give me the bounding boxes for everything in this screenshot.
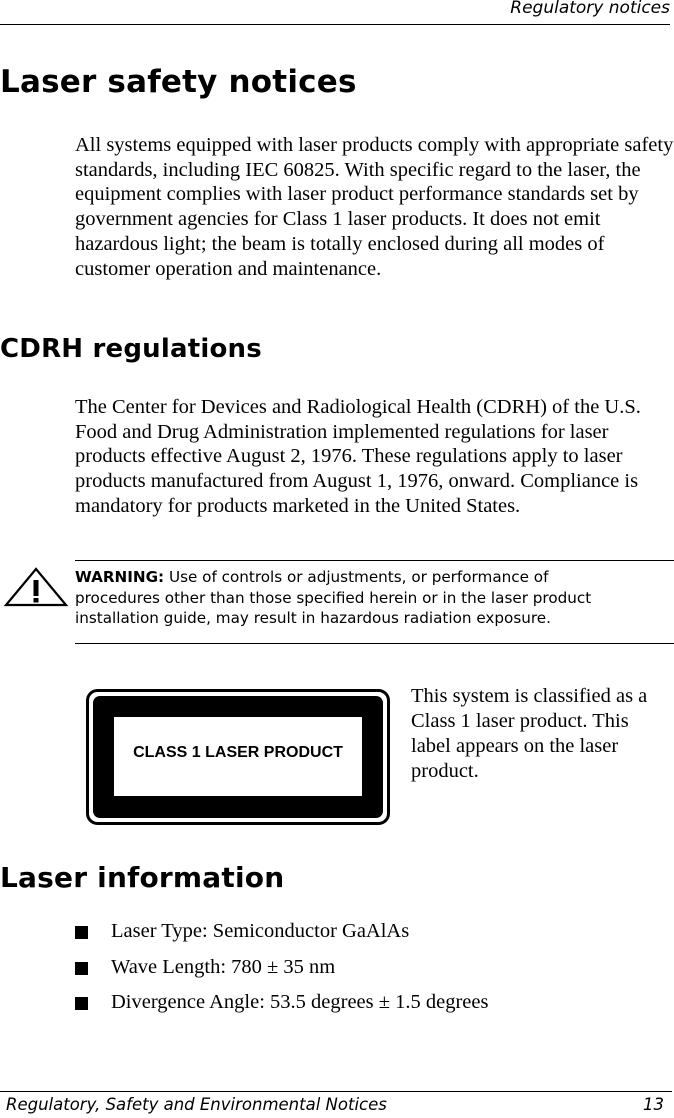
laser-label-caption: This system is classified as a Class 1 laser product. This label appears on the laser product. bbox=[411, 685, 648, 782]
footer-title: Regulatory, Safety and Environmental Notices bbox=[6, 1095, 387, 1114]
list-item bbox=[75, 956, 488, 992]
page-number: 13 bbox=[643, 1095, 664, 1114]
warning-text bbox=[75, 567, 635, 629]
cdrh-paragraph: The Center for Devices and Radiological Health (CDRH) of the U.S. Food and Drug Administration implemented regulations for laser products effective August 2, 1976. These regulations apply to laser products manufactured from August 1, 1976, onward. Compliance is mandatory for products marketed in the United States. bbox=[75, 396, 641, 517]
laser-safety-paragraph: All systems equipped with laser products comply with appropriate safety standards, including IEC 60825. With specific regard to the laser, the equipment complies with laser product performance standards set by government agencies for Class 1 laser products. It does not emit hazardous light; the beam is totally enclosed during all modes of customer operation and maintenance. bbox=[75, 134, 674, 280]
running-footer bbox=[0, 1091, 672, 1118]
list-item bbox=[75, 920, 488, 956]
laser-spec-list bbox=[75, 920, 488, 1027]
wave-length-item: Wave Length: 780 ± 35 nm bbox=[111, 955, 336, 978]
running-header bbox=[0, 0, 670, 25]
warning-icon bbox=[0, 565, 70, 610]
laser-information-heading: Laser information bbox=[0, 861, 285, 894]
running-header-title: Regulatory notices bbox=[510, 0, 670, 18]
laser-label-text: CLASS 1 LASER PRODUCT bbox=[133, 744, 343, 761]
bullet-icon bbox=[75, 926, 88, 939]
list-item bbox=[75, 991, 488, 1027]
laser-safety-heading: Laser safety notices bbox=[0, 64, 357, 100]
bullet-icon bbox=[75, 962, 88, 975]
cdrh-heading: CDRH regulations bbox=[0, 334, 262, 364]
warning-label: WARNING: bbox=[75, 568, 165, 586]
bullet-icon bbox=[75, 997, 88, 1010]
warning-body: Use of controls or adjustments, or performance of procedures other than those specified herein or in the laser product installation guide, may result in hazardous radiation exposure. bbox=[75, 568, 592, 627]
divergence-angle-item: Divergence Angle: 53.5 degrees ± 1.5 degrees bbox=[111, 991, 489, 1013]
laser-type-item: Laser Type: Semiconductor GaAlAs bbox=[111, 920, 410, 942]
